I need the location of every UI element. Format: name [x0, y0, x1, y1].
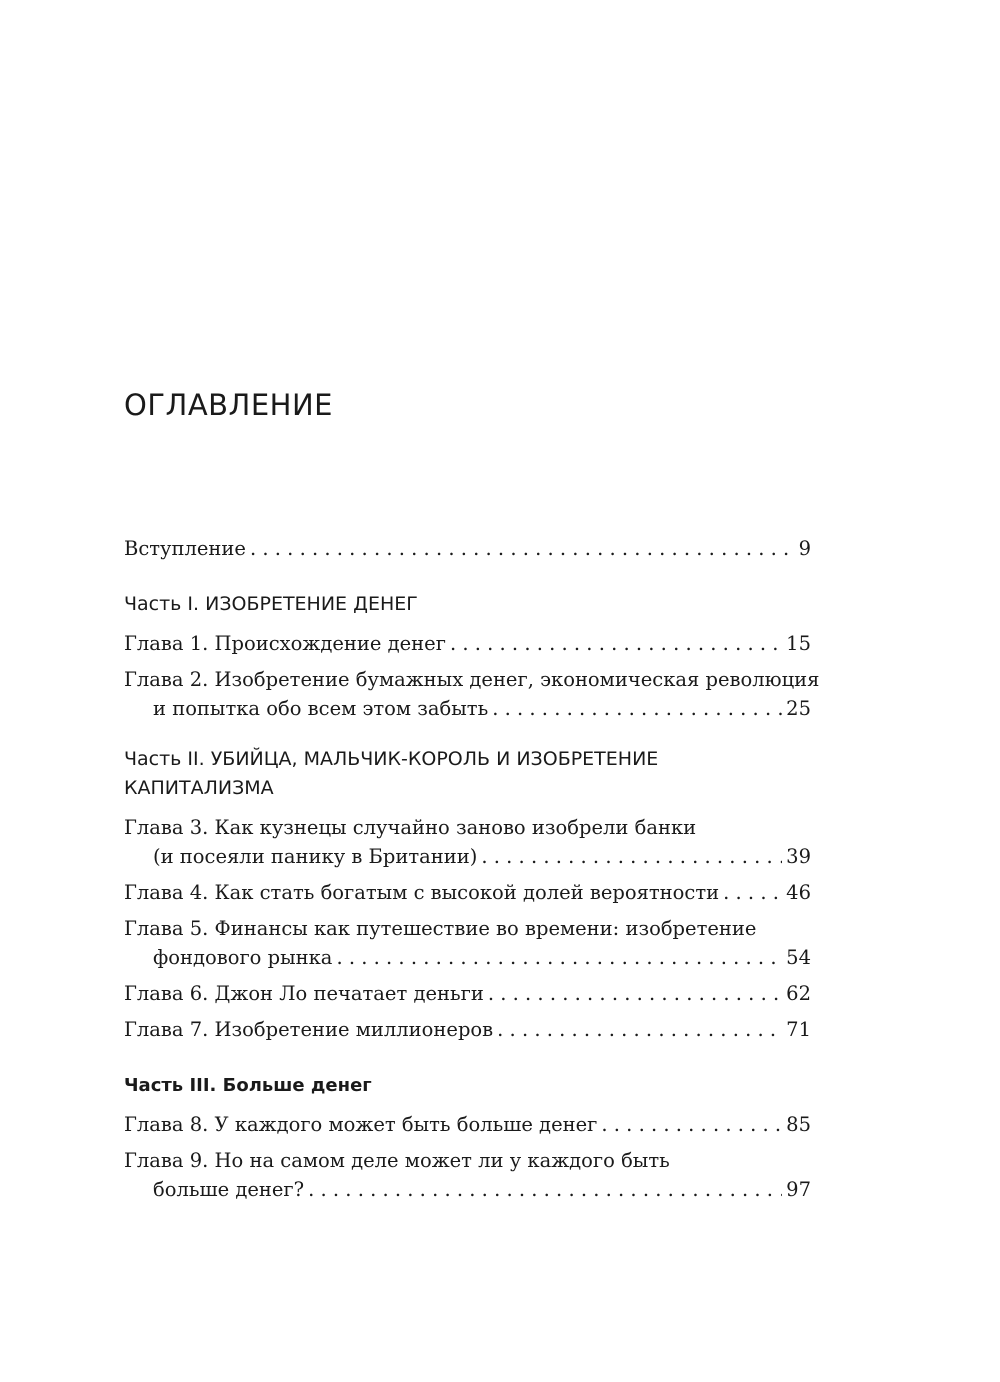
toc-entry-page: 85: [786, 1113, 811, 1136]
dot-leader: [497, 1015, 782, 1044]
dot-leader: [250, 534, 795, 563]
toc-entry-page: 39: [786, 845, 811, 868]
toc-entry-intro: [124, 534, 811, 563]
toc-entry-title: Глава 7. Изобретение миллионеров: [124, 1018, 494, 1041]
toc-entry-chapter-8: [124, 1110, 811, 1139]
toc-entry-chapter-7: [124, 1015, 811, 1044]
toc-entry-title: Глава 3. Как кузнецы случайно заново изобрели банки: [124, 816, 697, 839]
toc-entry-title: Вступление: [124, 537, 246, 560]
dot-leader: [336, 943, 782, 972]
dot-leader: [492, 694, 782, 723]
toc-entry-chapter-5: [124, 914, 811, 972]
part-heading-3: Часть III. Больше денег: [124, 1075, 372, 1096]
toc-entry-title: Глава 6. Джон Ло печатает деньги: [124, 982, 484, 1005]
dot-leader: [601, 1110, 782, 1139]
toc-entry-title-cont: (и посеяли панику в Британии): [153, 845, 478, 868]
toc-entry-chapter-6: [124, 979, 811, 1008]
page-title: ОГЛАВЛЕНИЕ: [124, 388, 334, 422]
part-heading-2: Часть II. УБИЙЦА, МАЛЬЧИК-КОРОЛЬ И ИЗОБРЕТЕНИЕ КАПИТАЛИЗМА: [124, 748, 659, 799]
toc-entry-page: 15: [786, 632, 811, 655]
table-of-contents: [124, 534, 820, 1204]
toc-entry-page: 9: [798, 537, 811, 560]
toc-entry-title: Глава 8. У каждого может быть больше денег: [124, 1113, 598, 1136]
dot-leader: [450, 629, 782, 658]
toc-entry-page: 71: [786, 1018, 811, 1041]
toc-entry-chapter-4: [124, 878, 811, 907]
toc-entry-title-cont: и попытка обо всем этом забыть: [153, 697, 489, 720]
toc-entry-title: Глава 4. Как стать богатым с высокой долей вероятности: [124, 881, 720, 904]
toc-entry-chapter-3: [124, 813, 811, 871]
part-heading-1: Часть I. ИЗОБРЕТЕНИЕ ДЕНЕГ: [124, 593, 418, 615]
toc-entry-page: 46: [786, 881, 811, 904]
toc-entry-title: Глава 2. Изобретение бумажных денег, экономическая революция: [124, 668, 820, 691]
toc-entry-page: 25: [786, 697, 811, 720]
dot-leader: [723, 878, 782, 907]
dot-leader: [488, 979, 782, 1008]
toc-entry-page: 62: [786, 982, 811, 1005]
dot-leader: [481, 842, 782, 871]
toc-entry-title: Глава 9. Но на самом деле может ли у каждого быть: [124, 1149, 670, 1172]
toc-entry-chapter-2: [124, 665, 820, 723]
toc-entry-chapter-9: [124, 1146, 811, 1204]
toc-entry-title-cont: больше денег?: [153, 1178, 305, 1201]
toc-entry-title: Глава 5. Финансы как путешествие во времени: изобретение: [124, 917, 757, 940]
toc-entry-title: Глава 1. Происхождение денег: [124, 632, 446, 655]
toc-entry-chapter-1: [124, 629, 811, 658]
dot-leader: [308, 1175, 782, 1204]
toc-entry-page: 54: [786, 946, 811, 969]
toc-entry-page: 97: [786, 1178, 811, 1201]
toc-entry-title-cont: фондового рынка: [153, 946, 333, 969]
